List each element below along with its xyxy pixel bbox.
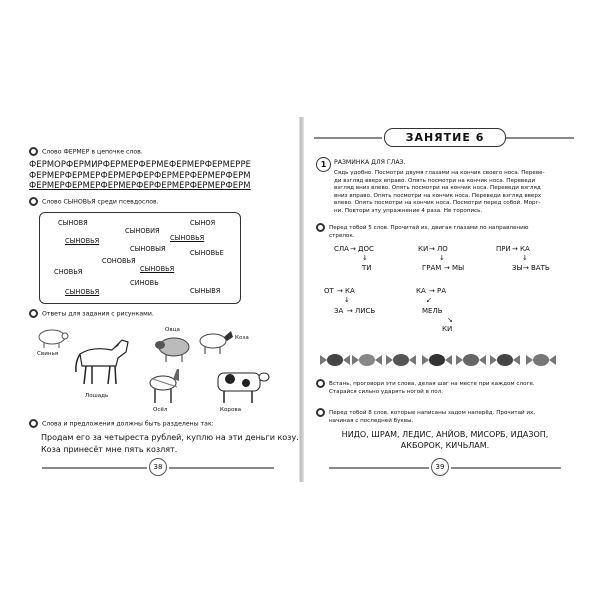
candy-icon [526,352,556,371]
syllable: ГРАМ [422,264,442,272]
reversed-line-1: НИДО, ШРАМ, ЛЕДИС, АНЙОВ, МИСОРБ, ИДАЗОП, [341,430,549,439]
spiral-icon [29,419,38,428]
page-number-38: 38 [149,458,167,476]
arrow-right-icon: → [347,307,353,315]
arrow-right-icon: → [512,245,518,253]
word-13: СЫНЫВЯ [190,287,221,295]
word-10: СЫНОВЬЯ [140,265,175,273]
ex3-line: Встань, проговори эти слова, делая шаг на месте при каждом слоге. [329,381,535,387]
ex2-line: стрелок. [329,232,355,239]
syllable: ЗЫ [512,264,523,272]
task-1-text: Слово ФЕРМЕР в цепочке слов. [42,148,143,156]
syllable: ЛИСЬ [355,307,376,315]
label-sheep: Овца [165,327,180,333]
arrow-down-icon: ↙ [426,296,432,304]
ex4-line: Перед тобой 8 слов, которые написаны задом наперёд. Прочитай их, [329,410,536,416]
sheep-image [154,335,194,367]
task-4-heading [29,419,214,429]
syllable: ДОС [358,245,374,253]
syllable: КА [520,245,530,253]
word-12: СИНОВЬ [130,279,159,287]
letter-chain [29,159,251,191]
pseudowords-box [39,212,241,304]
footer-rule-left [42,467,147,469]
exercise-1-title: РАЗМИНКА ДЛЯ ГЛАЗ. [334,159,406,166]
candy-icon [352,352,382,371]
word-8: СОНОВЬЯ [102,257,136,265]
arrow-down-icon: ↓ [344,296,350,304]
syllable: МЫ [452,264,465,272]
syllable: ОТ [324,287,334,295]
reversed-words [304,429,586,451]
donkey-image [145,367,185,409]
ex1-line: вниз вправо. Опять посмотри на кончик носа. Переведи взгляд вверх [334,192,542,199]
word-4: СЫНОВЬЯ [65,237,100,245]
spiral-icon [29,309,38,318]
footer-rule-right [169,467,274,469]
cow-image [212,365,270,409]
word-5: СЫНОВЬЯ [170,234,205,242]
ex1-line: ди взгляд вверх вправо. Опять посмотри на кончик носа. Переведи [334,177,536,184]
ex1-line: взгляд вниз влево. Опять посмотри на кончик носа. Переведи взгляд [334,185,541,191]
pig-image [35,325,69,353]
task-2-heading [29,197,159,207]
exercise-4-text [316,408,576,425]
word-11: СЫНОВЬЯ [65,288,100,296]
syllable: КА [345,287,355,295]
task-1-heading [29,147,143,157]
spiral-icon [316,408,325,417]
label-pig: Свинья [37,351,59,357]
exercise-2-text [316,223,576,240]
arrow-right-icon: → [429,287,435,295]
word-3: СЫНОЯ [190,219,216,227]
arrow-down-icon: ↓ [362,254,368,262]
word-7: СЫНОВЬЕ [190,249,224,257]
label-goat: Коза [235,335,249,341]
chain-line-3: ФЕРМЕРФЕРМЕРФЕРМЕРФЕРФЕРМЕРФЕРМЕРФЕРМ [29,180,251,190]
horse-image [72,332,134,391]
title-rule-right [506,137,574,139]
footer-rule-left [329,467,429,469]
arrow-down-icon: ↘ [447,316,453,324]
right-page [303,117,586,482]
candy-icon [456,352,486,371]
word-2: СЫНОВИЯ [125,227,160,235]
footer-rule-right [451,467,561,469]
candy-icon [386,352,416,371]
syllable: РА [437,287,447,295]
goat-image [195,327,235,359]
syllable: КИ [418,245,429,253]
syllable: МЕЛЬ [422,307,443,315]
syllable: СЛА [334,245,349,253]
word-9: СНОВЬЯ [54,268,83,276]
syllable: ЛО [437,245,448,253]
left-page [17,117,300,482]
candy-icon [422,352,452,371]
candy-icon [490,352,520,371]
syllable: КА [416,287,426,295]
label-donkey: Осёл [153,407,168,413]
chain-line-1: ФЕРМОРФЕРМИРФЕРМЕРФЕРМЕФЕРМЕРФЕРМЕРРЕ [29,159,251,169]
task-3-heading [29,309,154,319]
word-1: СЫНОВЯ [58,219,88,227]
ex3-line: Старайся сильно ударять ногой в пол. [329,388,444,395]
answer-line-2: Коза принесёт мне пять козлят. [41,445,178,454]
task-3-text: Ответы для задания с рисунками. [42,310,154,318]
spiral-icon [316,379,325,388]
label-cow: Корова [220,407,242,413]
arrow-right-icon: → [523,264,529,272]
arrow-right-icon: → [444,264,450,272]
reversed-line-2: АКБОРОК, КИЧЬЛАМ. [400,441,490,450]
exercise-3-text [316,379,576,396]
arrow-right-icon: → [429,245,435,253]
syllable: КИ [442,325,453,333]
exercise-1-number: 1 [316,157,331,172]
ex1-line: Сядь удобно. Посмотри двумя глазами на кончик своего носа. Переве- [334,170,545,176]
arrow-right-icon: → [350,245,356,253]
syllable: ТИ [362,264,372,272]
arrow-down-icon: ↓ [439,254,445,262]
answer-line-1: Продам его за четыреста рублей, куплю на эти деньги козу. [41,433,299,442]
ex2-line: Перед тобой 5 слов. Прочитай их, двигая глазами по направлению [329,225,529,231]
lesson-title: ЗАНЯТИЕ 6 [384,128,506,147]
spiral-icon [29,197,38,206]
word-6: СЫНОВЫЯ [130,245,166,253]
task-4-text: Слова и предложения должны быть разделены так: [42,420,214,428]
chain-line-2: ФЕРМЕРФЕРМЕРФЕРМЕРФЕРФЕРМЕРФЕРМЕРФЕРМ [29,169,251,180]
answer-block [41,432,299,456]
ex4-line: начиная с последней буквы. [329,417,414,424]
ex1-line: ни. Повтори эту упражнение 4 раза. Не торопись. [334,207,483,214]
spiral-icon [316,223,325,232]
arrow-down-icon: ↓ [522,254,528,262]
ex1-line: влево. Опять посмотри на кончик носа. Посмотри перед собой. Морг- [334,200,541,206]
label-horse: Лошадь [85,393,109,399]
candy-icon [320,352,350,371]
syllable: ПРИ [496,245,511,253]
spiral-icon [29,147,38,156]
page-number-39: 39 [431,458,449,476]
syllable: ВАТЬ [531,264,550,272]
title-rule-left [314,137,382,139]
syllable: ЗА [334,307,344,315]
task-2-text: Слово СЫНОВЬЯ среди псевдослов. [42,198,159,206]
arrow-right-icon: → [337,287,343,295]
exercise-1-text [334,170,579,215]
